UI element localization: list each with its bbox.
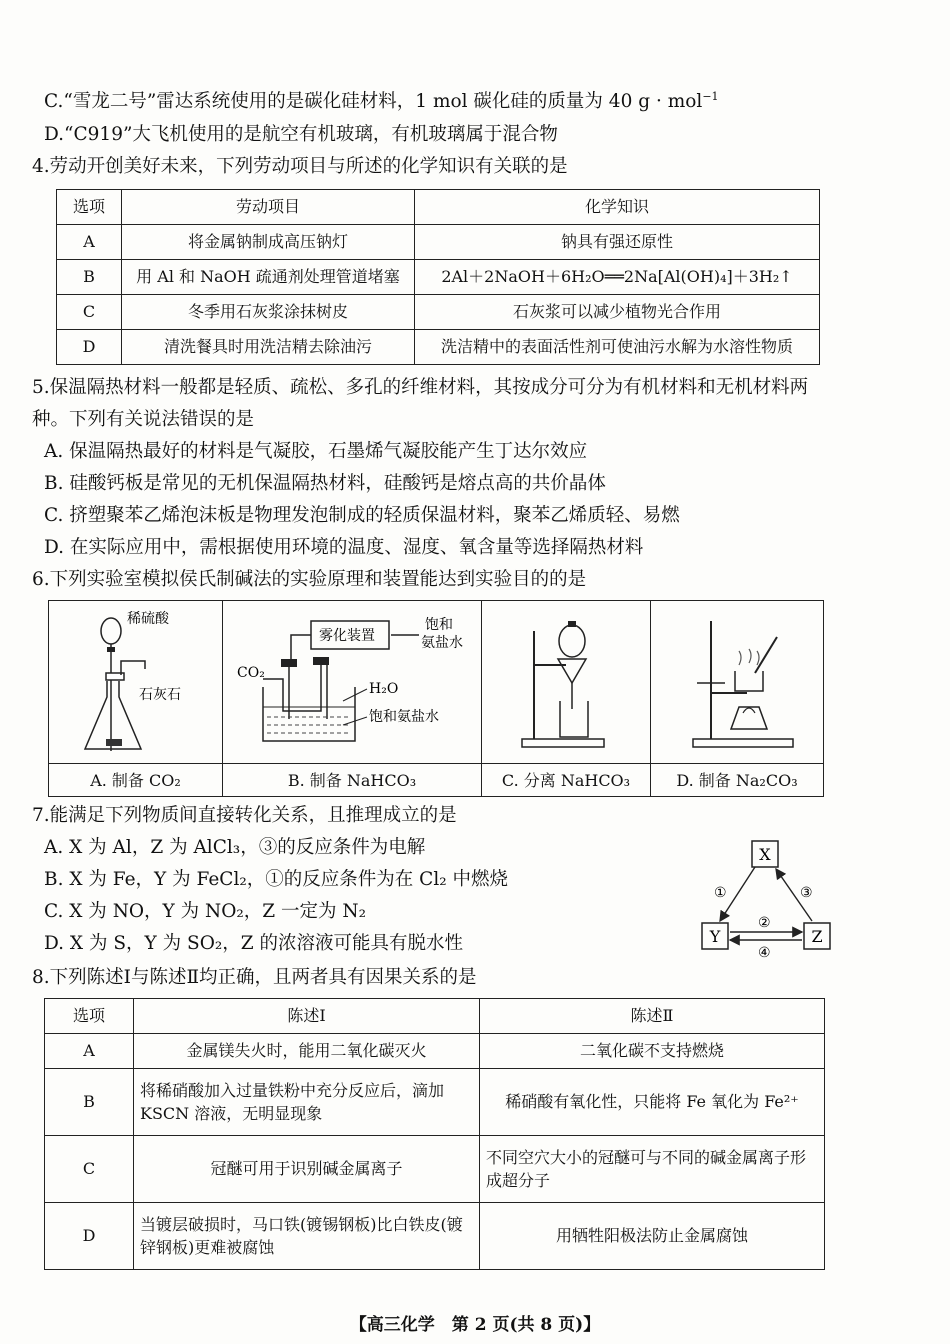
table-header: 陈述Ⅰ [134, 999, 480, 1034]
q7-option-a: A. X 为 Al，Z 为 AlCl₃，③的反应条件为电解 [44, 837, 426, 858]
co2-generator-diagram [49, 601, 222, 759]
q8-stem: 8.下列陈述Ⅰ与陈述Ⅱ均正确，且两者具有因果关系的是 [32, 967, 477, 988]
table-row [45, 1034, 825, 1069]
table-header-row [45, 999, 825, 1034]
reaction-4-label: ④ [758, 945, 771, 961]
nahco3-prep-diagram [223, 601, 481, 759]
table-cell: 稀硝酸有氧化性，只能将 Fe 氧化为 Fe²⁺ [480, 1069, 825, 1136]
table-cell: A [45, 1034, 134, 1069]
table-header: 陈述Ⅱ [480, 999, 825, 1034]
node-z-label: Z [811, 927, 823, 946]
limestone-label: 石灰石 [139, 687, 181, 703]
table-cell: 钠具有强还原性 [415, 225, 820, 260]
q7-option-b: B. X 为 Fe，Y 为 FeCl₂，①的反应条件为在 Cl₂ 中燃烧 [44, 869, 509, 890]
water-label: H₂O [369, 681, 399, 697]
q4-stem: 4.劳动开创美好未来，下列劳动项目与所述的化学知识有关联的是 [32, 156, 568, 177]
q3-option-c: C.“雪龙二号”雷达系统使用的是碳化硅材料，1 mol 碳化硅的质量为 40 g · mol$^{-1}$ [44, 90, 719, 113]
q6-stem: 6.下列实验室模拟侯氏制碱法的实验原理和装置能达到实验目的的是 [32, 569, 587, 590]
table-header: 选项 [57, 190, 122, 225]
table-cell: C [57, 295, 122, 330]
table-cell: B [45, 1069, 134, 1136]
q3-option-d: D.“C919”大飞机使用的是航空有机玻璃，有机玻璃属于混合物 [44, 124, 558, 145]
q6-apparatus-table [48, 600, 824, 797]
q7-option-d: D. X 为 S，Y 为 SO₂，Z 的浓溶液可能具有脱水性 [44, 933, 464, 954]
table-cell: D [45, 1203, 134, 1270]
apparatus-c-caption: C. 分离 NaHCO₃ [482, 764, 651, 797]
apparatus-a-caption: A. 制备 CO₂ [49, 764, 223, 797]
reaction-3-label: ③ [800, 885, 813, 901]
table-cell: 清洗餐具时用洗洁精去除油污 [122, 330, 415, 365]
q5-stem-line2: 种。下列有关说法错误的是 [32, 409, 255, 430]
table-cell: C [45, 1136, 134, 1203]
table-cell: 冬季用石灰浆涂抹树皮 [122, 295, 415, 330]
table-cell: 将金属钠制成高压钠灯 [122, 225, 415, 260]
table-cell: 金属镁失火时，能用二氧化碳灭火 [134, 1034, 480, 1069]
table-row [45, 1069, 825, 1136]
heating-diagram [651, 601, 823, 759]
apparatus-b-cell [223, 601, 482, 764]
q4-table [56, 189, 820, 365]
apparatus-a-cell [49, 601, 223, 764]
apparatus-b-caption: B. 制备 NaHCO₃ [223, 764, 482, 797]
table-cell: 2Al＋2NaOH＋6H₂O══2Na[Al(OH)₄]＋3H₂↑ [415, 260, 820, 295]
co2-label: CO₂ [237, 665, 265, 681]
table-row [45, 1136, 825, 1203]
table-header: 化学知识 [415, 190, 820, 225]
table-cell: B [57, 260, 122, 295]
ammonia-brine-label: 氨盐水 [421, 635, 463, 651]
node-x-label: X [759, 845, 771, 864]
table-cell: 洗洁精中的表面活性剂可使油污水解为水溶性物质 [415, 330, 820, 365]
saturated-ammonia-brine-label: 饱和氨盐水 [369, 709, 439, 725]
table-cell: 用 Al 和 NaOH 疏通剂处理管道堵塞 [122, 260, 415, 295]
table-cell: D [57, 330, 122, 365]
table-cell: 石灰浆可以减少植物光合作用 [415, 295, 820, 330]
table-cell: 二氧化碳不支持燃烧 [480, 1034, 825, 1069]
table-cell: 将稀硝酸加入过量铁粉中充分反应后，滴加KSCN 溶液，无明显现象 [134, 1069, 480, 1136]
table-row [45, 1203, 825, 1270]
apparatus-d-caption: D. 制备 Na₂CO₃ [651, 764, 824, 797]
table-cell: A [57, 225, 122, 260]
xyz-conversion-diagram [690, 835, 840, 963]
q7-stem: 7.能满足下列物质间直接转化关系，且推理成立的是 [32, 805, 457, 826]
node-y-label: Y [709, 927, 721, 946]
q5-option-a: A. 保温隔热最好的材料是气凝胶，石墨烯气凝胶能产生丁达尔效应 [44, 441, 588, 462]
dilute-acid-label: 稀硫酸 [127, 611, 169, 627]
q8-table [44, 998, 825, 1270]
page-footer: 【高三化学 第 2 页(共 8 页)】 [349, 1315, 601, 1335]
table-cell: 冠醚可用于识别碱金属离子 [134, 1136, 480, 1203]
table-row [57, 225, 820, 260]
q7-option-c: C. X 为 NO，Y 为 NO₂，Z 一定为 N₂ [44, 901, 367, 922]
table-cell: 用牺牲阳极法防止金属腐蚀 [480, 1203, 825, 1270]
q5-option-c: C. 挤塑聚苯乙烯泡沫板是物理发泡制成的轻质保温材料，聚苯乙烯质轻、易燃 [44, 505, 680, 526]
reaction-1-label: ① [714, 885, 727, 901]
apparatus-c-cell [482, 601, 651, 764]
q5-stem-line1: 5.保温隔热材料一般都是轻质、疏松、多孔的纤维材料，其按成分可分为有机材料和无机材料两 [32, 377, 809, 398]
q5-option-b: B. 硅酸钙板是常见的无机保温隔热材料，硅酸钙是熔点高的共价晶体 [44, 473, 606, 494]
saturated-label: 饱和 [425, 617, 453, 633]
table-row [57, 260, 820, 295]
table-header-row [57, 190, 820, 225]
table-cell: 当镀层破损时，马口铁(镀锡钢板)比白铁皮(镀锌钢板)更难被腐蚀 [134, 1203, 480, 1270]
table-header: 劳动项目 [122, 190, 415, 225]
q5-option-d: D. 在实际应用中，需根据使用环境的温度、湿度、氧含量等选择隔热材料 [44, 537, 644, 558]
table-cell: 不同空穴大小的冠醚可与不同的碱金属离子形成超分子 [480, 1136, 825, 1203]
table-row [57, 295, 820, 330]
table-row [57, 330, 820, 365]
apparatus-d-cell [651, 601, 824, 764]
reaction-2-label: ② [758, 915, 771, 931]
filtration-diagram [482, 601, 650, 759]
atomizer-label: 雾化装置 [319, 628, 375, 644]
table-header: 选项 [45, 999, 134, 1034]
